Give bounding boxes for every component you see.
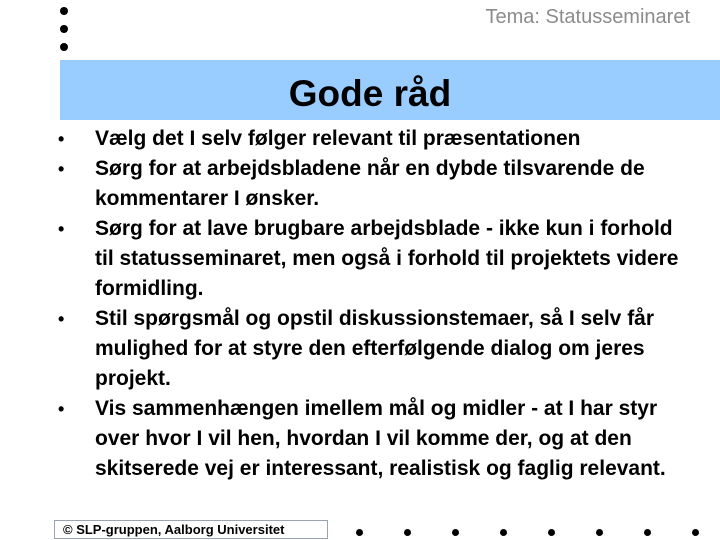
bullet-icon: • (58, 219, 65, 239)
bullet-icon: • (58, 399, 65, 419)
bullet-item (56, 124, 684, 154)
dot-icon (452, 529, 459, 536)
dot-icon (60, 25, 68, 33)
bullet-item (56, 394, 684, 484)
slide-topic: Tema: Statusseminaret (485, 6, 690, 28)
bullet-item (56, 214, 684, 304)
dot-icon (404, 529, 411, 536)
slide-title: Gode råd (288, 73, 452, 114)
footer-copyright: © SLP-gruppen, Aalborg Universitet (54, 520, 328, 539)
bullet-text: Sørg for at lave brugbare arbejdsblade - ikke kun i forhold til statusseminaret, men også i forhold til projektets videre formidling. (95, 217, 679, 300)
dot-icon (548, 529, 555, 536)
dot-icon (692, 529, 699, 536)
dot-icon (356, 529, 363, 536)
bullet-item (56, 304, 684, 394)
dot-icon (60, 7, 68, 15)
bullet-text: Vælg det I selv følger relevant til præsentationen (95, 127, 581, 150)
dot-icon (500, 529, 507, 536)
bullet-icon: • (58, 129, 65, 149)
bullet-text: Sørg for at arbejdsbladene når en dybde tilsvarende de kommentarer I ønsker. (95, 157, 645, 210)
bullet-text: Vis sammenhængen imellem mål og midler - at I har styr over hvor I vil hen, hvordan I vil komme der, og at den skitserede vej er interessant, realistisk og faglig relevant. (95, 397, 666, 480)
bullet-icon: • (58, 309, 65, 329)
dot-icon (644, 529, 651, 536)
bullet-item (56, 154, 684, 214)
dot-icon (60, 43, 68, 51)
bullet-list (56, 124, 684, 484)
dot-icon (596, 529, 603, 536)
bullet-icon: • (58, 159, 65, 179)
bullet-text: Stil spørgsmål og opstil diskussionstemaer, så I selv får mulighed for at styre den efterfølgende dialog om jeres projekt. (95, 307, 655, 390)
